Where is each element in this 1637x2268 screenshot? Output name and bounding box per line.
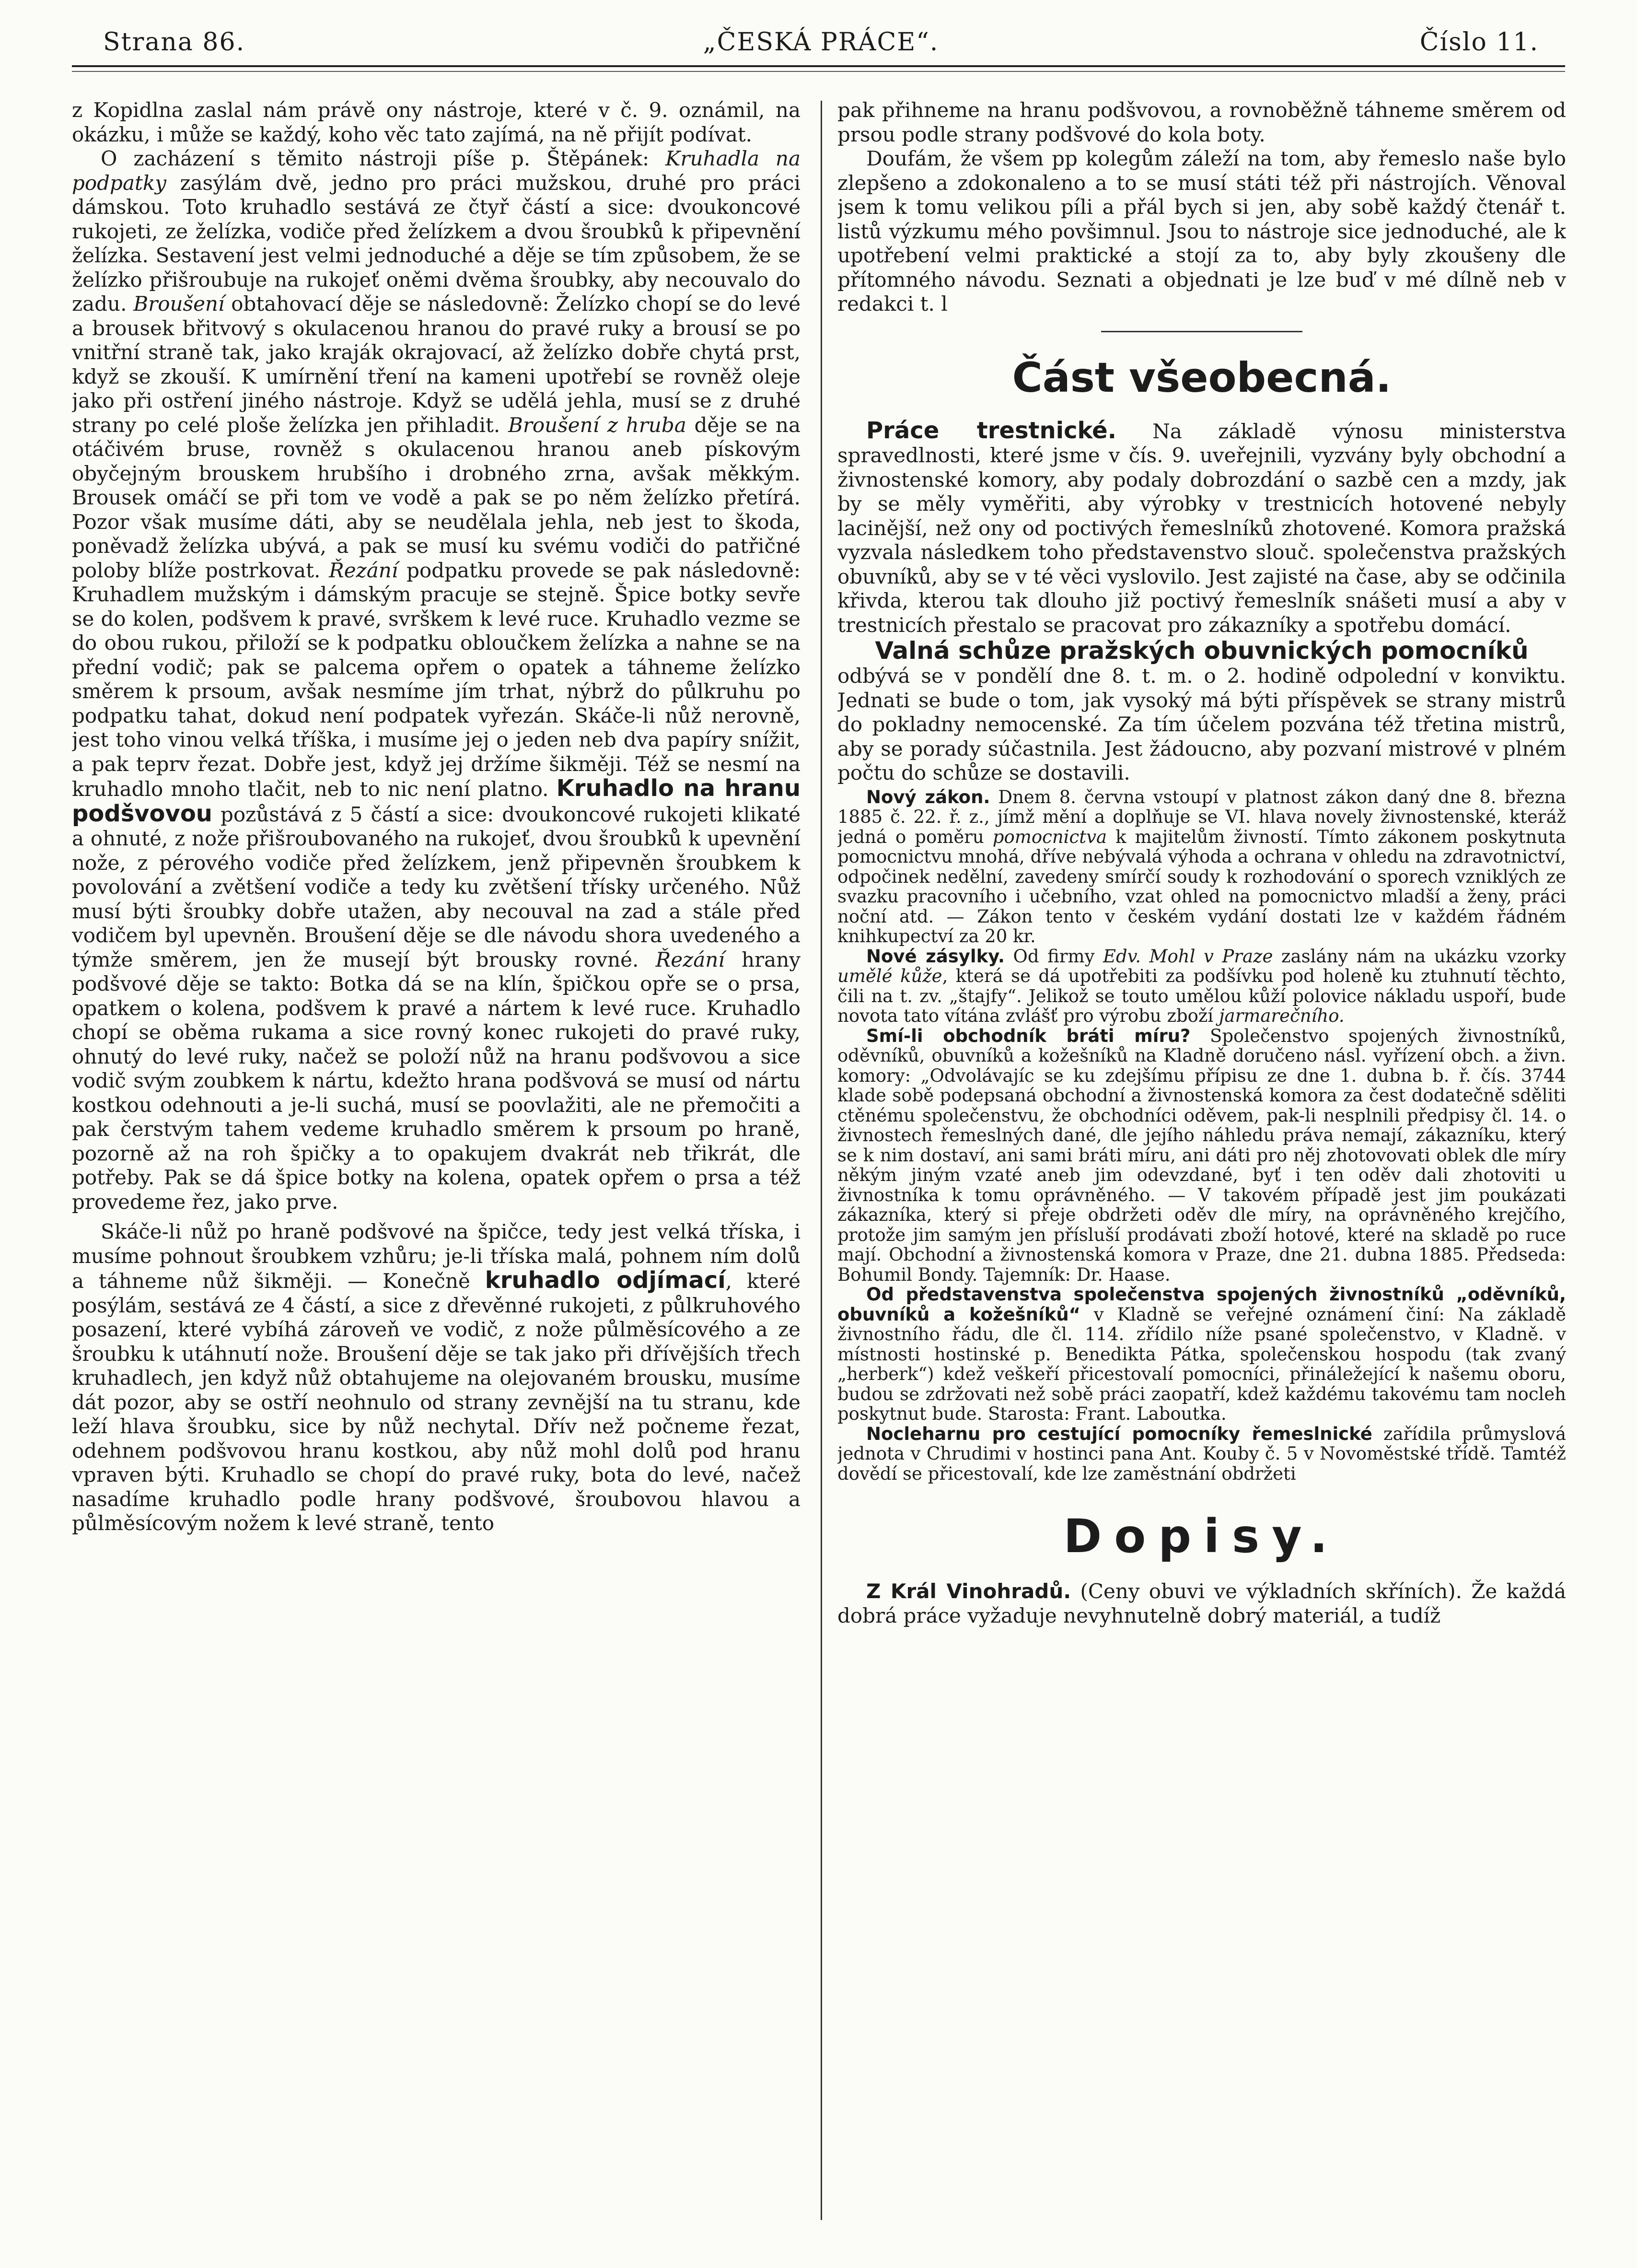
letter-kral-vinohrady: Z Král Vinohradů. (Ceny obuvi ve výkladních skříních). Že každá dobrá práce vyžaduje nevyhnutelně dobrý materiál, a tudíž	[837, 1579, 1566, 1627]
article-intro: z Kopidlna zaslal nám právě ony nástroje, které v č. 9. oznámil, na okázku, i může se každý, koho věc tato zajímá, na ně přijít podívat.	[72, 98, 801, 146]
page-header	[103, 23, 1539, 61]
section-rule	[1101, 331, 1302, 332]
news-valna-head: Valná schůze pražských obuvnických pomocníků	[875, 637, 1529, 665]
header-rule	[72, 65, 1565, 67]
letters-title: Dopisy.	[1063, 1509, 1340, 1563]
news-prace-trestnicke: Práce trestnické. Na základě výnosu ministerstva spravedlnosti, které jsme v čís. 9. uveřejnili, vyzvány byly obchodní a živnostenské komory, aby podaly dobrozdání o sazbě cen a mzdy, jak by se měly vyměřiti, aby výrobky v trestnicích hotovené nebyly lacinější, než ony od poctivých řemeslníků zhotovené. Komora pražská vyzvala následkem toho představenstvo slouč. společenstva pražských obuvníků, aby se v té věci vyslovilo. Jest zajisté na čase, aby se odčinila křivda, kterou tak dlouho již poctivý řemeslník snášeti musí a aby v trestnicích přestalo se pracovat pro zákazníky a spotřebu domácí.	[837, 417, 1566, 637]
news-valna-body: odbývá se v pondělí dne 8. t. m. o 2. hodině odpolední v konviktu. Jednati se bude o tom, jak vysoký má býti příspěvek se strany mistrů do pokladny nemocenské. Za tím účelem pozvána též třetina mistrů, aby se porady súčastnila. Jest žádoucno, aby pozvaní mistrové v plném počtu do schůze se dostavili.	[837, 664, 1566, 784]
right-column	[837, 98, 1566, 2227]
column-divider	[821, 101, 822, 2220]
news-obchodnik: Smí-li obchodník bráti míru? Společenstvo spojených živnostníků, oděvníků, obuvníků a kožešníků na Kladně doručeno násl. vyřízení obch. a živn. komory: „Odvolávajíc se ku zdejšímu přípisu ze dne 1. dubna b. ř. čís. 3744 klade sobě podepsaná obchodní a živnostenská komora za čest dodatečně sděliti ctěnému společenstvu, že obchodníci oděvem, pak-li nesplnili předpisy čl. 14. o živnostech řemeslných dané, dle jejího náhledu práva nemají, zákazníku, který se k nim dostaví, ani sami bráti míru, ani dáti pro něj zhotovovati oblek dle míry někým jiným vzaté aneb jim odevzdané, byť i ten oděv dali zhotoviti u živnostníka k tomu oprávněného. — V takovém případě jest jim poukázati zákazníka, který si přeje obdržeti oděv dle míry, na oprávněného krejčího, protože jim samým jen přísluší prodávati zboží hotové, které na skladě po ruce mají. Obchodní a živnostenská komora v Praze, dne 21. dubna 1885. Předseda: Bohumil Bondy. Tajemník: Dr. Haase.	[837, 1025, 1566, 1285]
page-number: Strana 86.	[103, 28, 245, 57]
journal-title: „ČESKÁ PRÁCE“.	[703, 28, 939, 57]
header-rule-thin	[72, 71, 1565, 72]
left-column	[72, 98, 801, 2227]
news-novy-zakon: Nový zákon. Dnem 8. června vstoupí v platnost zákon daný dne 8. března 1885 č. 22. ř. z., jímž mění a doplňuje se VI. hlava novely živnostenské, kteráž jedná o poměru pomocnictva k majitelům živností. Tímto zákonem poskytnuta pomocnictvu mnohá, dříve nebývalá výhoda a ochrana v ohledu na zdravotnictví, odpočinek nedělní, zavedeny smírčí soudy k rozhodování o sporech vzniklých ze svazku pracovního i učebního, vzat ohled na pomocnictvo mladší a ženy, práci noční atd. — Zákon tento v českém vydání dostati lze v každém řádném knihkupectví za 20 kr.	[837, 786, 1566, 947]
issue-number: Číslo 11.	[1419, 28, 1539, 57]
news-predstavenstvo: Od představenstva společenstva spojených živnostníků „oděvníků, obuvníků a kožešníků“ v Kladně se veřejné oznámení činí: Na základě živnostního řádu, dle čl. 114. zřídilo níže psané společenstvo, v Kladně. v místnosti hostinské p. Benedikta Pátka, společenskou hospodu (tak zvaný „herberk“) kdež veškeří přicestovalí pomocníci, přináležející k našemu oboru, budou se zdržovati než sobě práci zaopatří, kdež každému takovému tam nocleh poskytnut bude. Starosta: Frant. Laboutka.	[837, 1284, 1566, 1424]
article-closing: Doufám, že všem pp kolegům záleží na tom, aby řemeslo naše bylo zlepšeno a zdokonaleno a to se musí státi též při nástrojích. Věnoval jsem k tomu velikou píli a přál bych si jen, aby sobě každý čtenář t. listů výzkumu mého povšimnul. Jsou to nástroje sice jednoduché, ale k upotřebení velmi praktické a stojí za to, aby byly zkoušeny dle přítomného návodu. Seznati a objednati je lze buď v mé dílně neb v redakci t. l	[837, 147, 1566, 316]
article-end: pak přihneme na hranu podšvovou, a rovnoběžně táhneme směrem od prsou podle strany podšvové do kola boty.	[837, 98, 1566, 146]
news-nove-zasylky: Nové zásylky. Od firmy Edv. Mohl v Praze zaslány nám na ukázku vzorky umělé kůže, která se dá upotřebiti za podšívku pod holeně ku ztuhnutí těchto, čili na t. zv. „štajfy“. Jelikož se touto umělou kůží polovice nákladu uspoří, bude novota tato vítána zvlášť pro výrobu zboží jarmarečního.	[837, 946, 1566, 1026]
news-nocleharna: Nocleharnu pro cestující pomocníky řemeslnické zařídila průmyslová jednota v Chrudimi v hostinci pana Ant. Kouby č. 5 v Novoměstské třídě. Tamtéž dovědí se přicestovalí, kde lze zaměstnání obdržeti	[837, 1423, 1566, 1484]
article-tools: O zacházení s těmito nástroji píše p. Štěpánek: Kruhadla na podpatky zasýlám dvě, jedno pro práci mužskou, druhé pro práci dámskou. Toto kruhadlo sestává ze čtyř částí a sice: dvoukoncové rukojeti, ze želízka, vodiče před želízkem a dvou šroubků k připevnění želízka. Sestavení jest velmi jednoduché a děje se tím způsobem, že se želízko přišroubuje na rukojeť oněmi dvěma šroubky, aby necouvalo do zadu. Broušení obtahovací děje se následovně: Želízko chopí se do levé a brousek břitvový s okulacenou hranou do pravé ruky a brousí se po vnitřní straně tak, jako kraják okrajovací, až želízko dobře chytá prst, když se zkouší. K umírnění tření na kameni upotřebí se rovněž oleje jako při ostření jiného nástroje. Když se udělá jehla, musí se z druhé strany po celé ploše želízka jen přihladit. Broušení z hruba děje se na otáčivém bruse, rovněž s okulacenou hranou aneb pískovým obyčejným brouskem hrubšího i drobného zrna, avšak měkkým. Brousek omáčí se při tom ve vodě a pak se po něm želízko přetírá. Pozor však musíme dáti, aby se neudělala jehla, neb jest to škoda, poněvadž želízka ubývá, a pak se musí ku svému vodiči do patřičné poloby blíže postrkovat. Řezání podpatku provede se pak následovně: Kruhadlem mužským i dámským pracuje se stejně. Špice botky sevře se do kolen, podšvem k pravé, svrškem k levé ruce. Kruhadlo vezme se do obou rukou, přiloží se k podpatku obloučkem želízka a nahne se na přední vodič; pak se palcema opřem o opatek a táhneme želízko směrem k prsoum, avšak nesmíme jím trhat, nýbrž do půlkruhu po podpatku tahat, dokud není podpatek vyřezán. Skáče-li nůž nerovně, jest toho vinou velká tříška, i musíme jej o jeden neb dva papíry snížit, a pak teprv řezat. Dobře jest, když jej držíme šikměji. Též se nesmí na kruhadlo mnoho tlačit, neb to nic není platno. Kruhadlo na hranu podšvovou pozůstává z 5 částí a sice: dvoukoncové rukojeti klikaté a ohnuté, z nože přišroubovaného na rukojeť, dvou šroubků k upevnění nože, z pérového vodiče před želízkem, jenž připevněn šroubkem k povolování a zvětšení vodiče a tedy ku zvětšení třísky určeného. Nůž musí býti šroubky dobře utažen, aby necouval na zad a stále před vodičem byl upevněn. Broušení děje se dle návodu shora uvedeného a týmže směrem, jen že musejí být brousky rovné. Řezání hrany podšvové děje se takto: Botka dá se na klín, špičkou opře se o prsa, opatkem o kolena, podšvem k pravé a nártem k levé ruce. Kruhadlo chopí se oběma rukama a sice rovný konec rukojeti do pravé ruky, ohnutý do levé ruky, načež se položí nůž na hranu podšvovou a sice vodič svým zoubkem k nártu, kdežto hrana podšvová se musí od nártu kostkou odehnouti a je-li suchá, musí se poovlažiti, ale ne přemočiti a pak čerstvým tahem vedeme kruhadlo směrem k prsoum po hraně, pozorně až na roh špičky a to opakujem dvakrát neb třikrát, dle potřeby. Pak se dá špice botky na kolena, opatek opřem o prsa a též provedeme řez, jako prve.	[72, 147, 801, 1214]
article-continued: Skáče-li nůž po hraně podšvové na špičce, tedy jest velká tříska, i musíme pohnout šroubkem vzhůru; je-li tříska malá, pohnem ním dolů a táhneme nůž šikměji. — Konečně kruhadlo odjímací, které posýlám, sestává ze 4 částí, a sice z dřevěnné rukojeti, z půlkruhového posazení, které vybíhá zároveň ve vodič, z nože půlměsícového a ze šroubku k utáhnutí nože. Broušení děje se tak jako při dřívějších třech kruhadlech, jen když nůž obtahujeme na olejovaném brousku, musíme dát pozor, aby se ostří neohnulo od strany zevnější na tu stranu, kde leží hlava šroubku, sice by nůž nechytal. Dřív než počneme řezat, odehnem podšvovou hranu kostkou, aby nůž mohl dolů pod hranu vpraven býti. Kruhadlo se chopí do pravé ruky, bota do levé, načež nasadíme kruhadlo podle hrany podšvové, šroubovou hlavou a půlměsícovým nožem k levé straně, tento	[72, 1220, 801, 1535]
section-title: Část všeobecná.	[1012, 353, 1392, 402]
